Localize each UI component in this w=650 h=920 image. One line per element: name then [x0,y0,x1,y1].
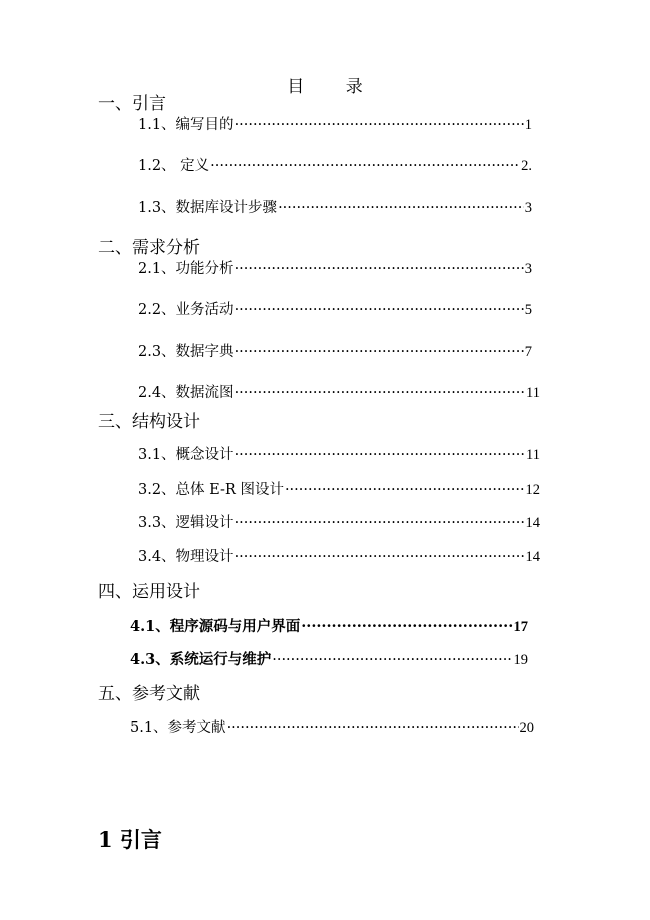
toc-entry-2-1[interactable] [138,260,532,278]
toc-entry-1-1[interactable] [138,116,532,134]
section-heading-structure-design: 三、结构设计 [98,412,200,432]
toc-entry-label: 1.2、 定义 [138,158,210,174]
toc-page-number: 11 [526,447,540,463]
toc-entry-2-4[interactable] [138,384,540,402]
section-heading-introduction: 一、引言 [98,94,166,114]
section-heading-references: 五、参考文献 [98,684,200,704]
toc-entry-2-2[interactable] [138,301,532,319]
toc-entry-label: 1.3、数据库设计步骤 [138,200,278,216]
toc-entry-label: 2.2、业务活动 [138,302,234,318]
toc-dot-leader [235,446,525,464]
toc-entry-3-2[interactable] [138,481,540,499]
toc-dot-leader [235,384,525,402]
toc-page-number: 1 [524,117,532,133]
toc-entry-label: 1.1、编写目的 [138,117,234,133]
toc-entry-label: 2.1、功能分析 [138,261,234,277]
toc-entry-4-3[interactable] [130,651,528,669]
toc-dot-leader [235,116,524,134]
toc-page-number: 19 [513,652,528,668]
toc-entry-label: 5.1、参考文献 [130,720,226,736]
toc-title: 目 录 [287,77,381,97]
toc-entry-4-1[interactable] [130,618,528,636]
toc-page-number: 17 [513,619,528,635]
toc-entry-label: 3.1、概念设计 [138,447,234,463]
toc-page-number: 2. [521,158,532,174]
toc-entry-5-1[interactable] [130,719,534,737]
toc-page-number: 3 [524,261,532,277]
toc-entry-label: 4.1、程序源码与用户界面 [130,618,301,635]
section-heading-application-design: 四、运用设计 [98,582,200,602]
toc-dot-leader [235,514,525,532]
toc-entry-1-3[interactable] [138,199,532,217]
toc-dot-leader [235,301,524,319]
toc-entry-3-4[interactable] [138,548,540,566]
toc-entry-label: 2.3、数据字典 [138,344,234,360]
toc-entry-label: 3.3、逻辑设计 [138,515,234,531]
chapter-heading-introduction: 1 引言 [98,827,162,852]
toc-dot-leader [227,719,519,737]
toc-page-number: 14 [525,549,540,565]
toc-dot-leader [272,651,512,669]
toc-entry-1-2[interactable] [138,157,532,175]
toc-entry-label: 3.4、物理设计 [138,549,234,565]
toc-entry-label: 4.3、系统运行与维护 [130,651,272,668]
toc-page-number: 3 [524,200,532,216]
toc-dot-leader [235,260,524,278]
toc-dot-leader [235,548,525,566]
toc-page-number: 7 [524,344,532,360]
toc-page-number: 12 [525,482,540,498]
section-heading-requirements: 二、需求分析 [98,238,200,258]
toc-dot-leader [278,199,524,217]
toc-dot-leader [210,157,520,175]
toc-page-number: 14 [525,515,540,531]
toc-entry-2-3[interactable] [138,343,532,361]
toc-page-number: 20 [519,720,534,736]
toc-entry-3-3[interactable] [138,514,540,532]
toc-page-number: 5 [524,302,532,318]
toc-entry-label: 3.2、总体 E-R 图设计 [138,482,284,498]
toc-dot-leader [301,618,512,636]
toc-dot-leader [285,481,525,499]
toc-dot-leader [235,343,524,361]
toc-entry-3-1[interactable] [138,446,540,464]
toc-entry-label: 2.4、数据流图 [138,385,234,401]
toc-page-number: 11 [526,385,540,401]
